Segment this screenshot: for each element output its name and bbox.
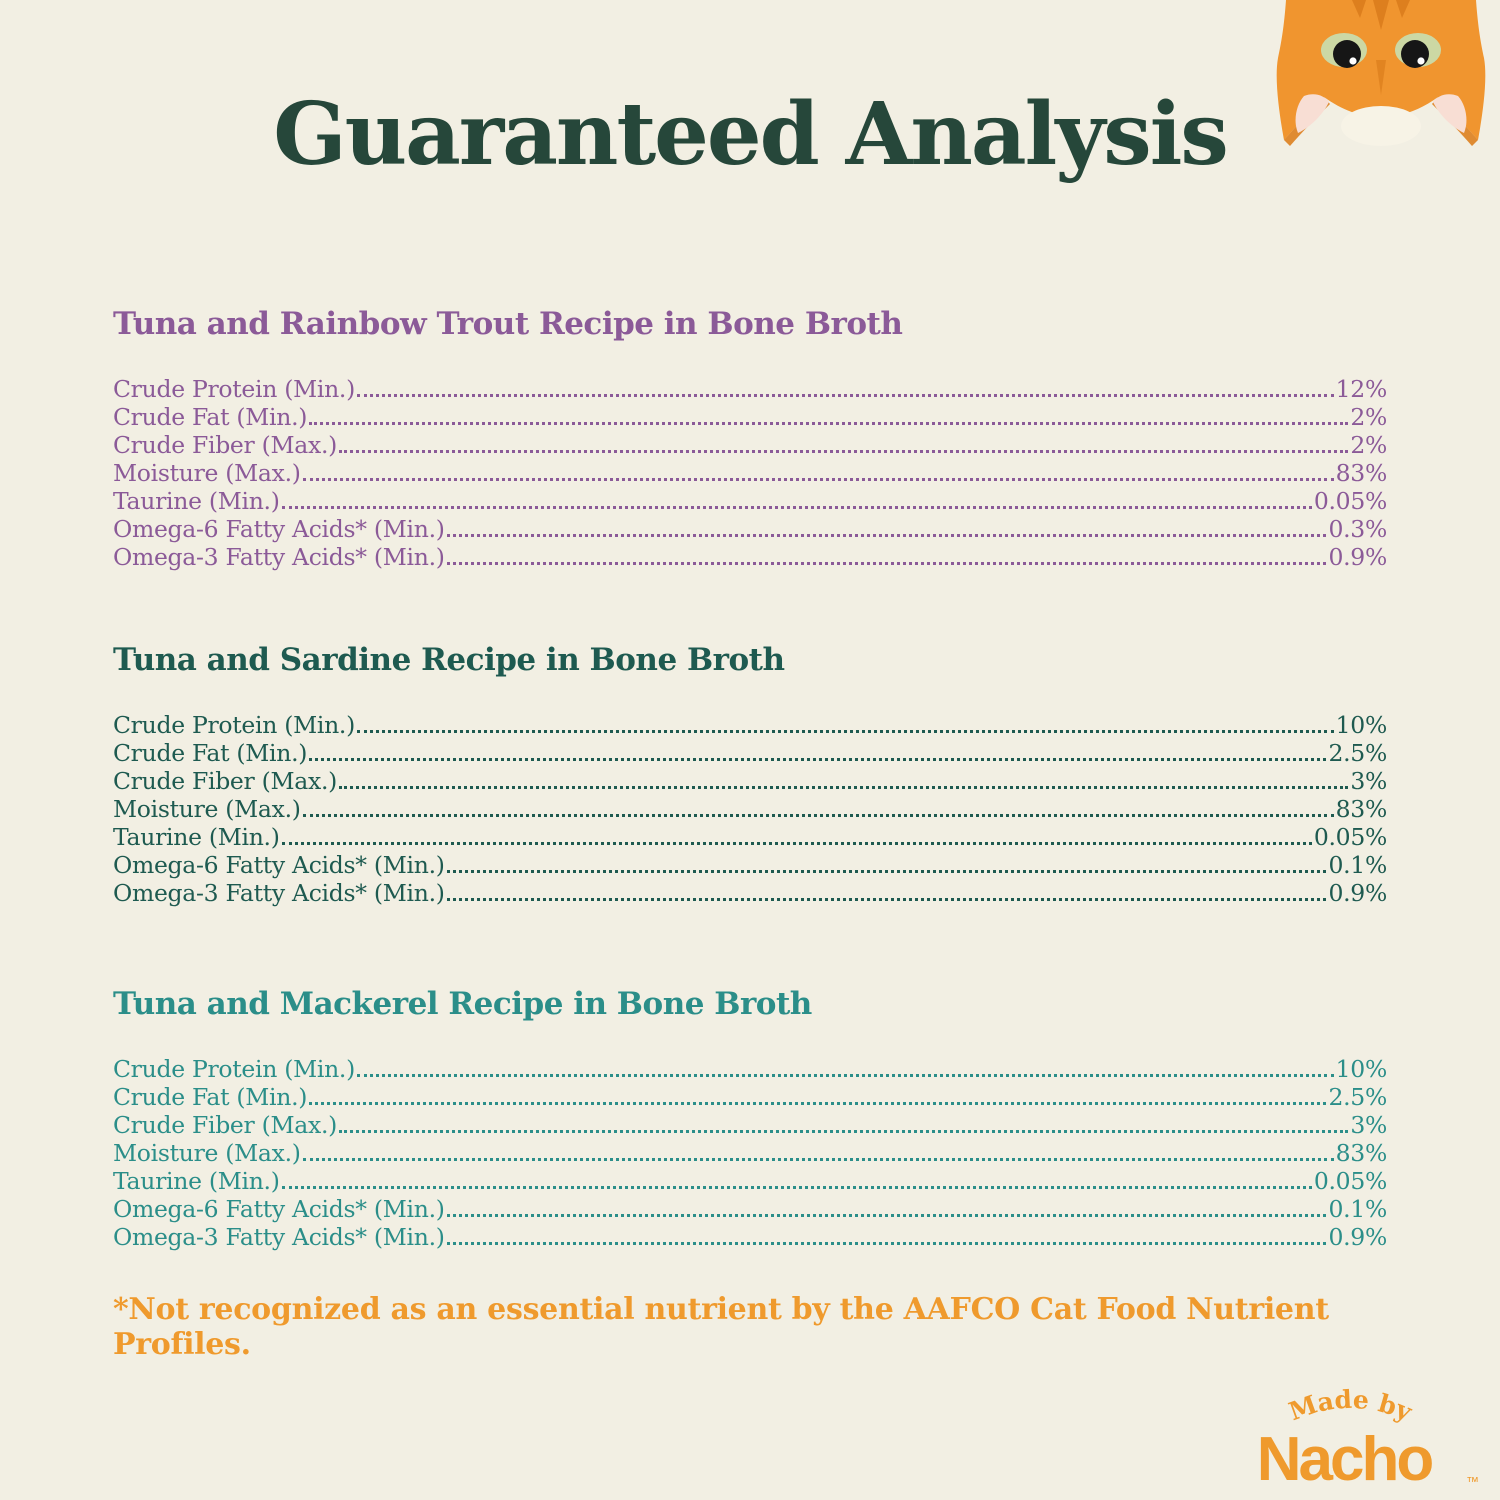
table-row — [113, 459, 1387, 487]
nutrient-value: 83% — [1335, 459, 1387, 487]
nutrient-value: 0.3% — [1328, 515, 1387, 543]
nutrient-value: 0.9% — [1328, 543, 1387, 571]
nutrient-label: Omega-6 Fatty Acids* (Min.) — [113, 1195, 445, 1223]
table-row — [113, 1083, 1387, 1111]
recipe-section-rainbow-trout — [113, 306, 1387, 571]
nutrient-value: 0.9% — [1328, 1223, 1387, 1251]
dot-leader — [357, 730, 1334, 733]
dot-leader — [339, 786, 1348, 789]
nutrient-label: Crude Protein (Min.) — [113, 711, 355, 739]
nutrient-table — [113, 375, 1387, 571]
dot-leader — [303, 478, 1334, 481]
nutrient-label: Crude Protein (Min.) — [113, 1055, 355, 1083]
dot-leader — [303, 814, 1334, 817]
table-row — [113, 1167, 1387, 1195]
table-row — [113, 487, 1387, 515]
nutrient-label: Crude Fat (Min.) — [113, 739, 308, 767]
nutrient-value: 3% — [1350, 1111, 1387, 1139]
nutrient-label: Taurine (Min.) — [113, 487, 280, 515]
logo-brand-text: Nacho — [1256, 1425, 1432, 1494]
nutrient-label: Crude Fat (Min.) — [113, 1083, 308, 1111]
nutrient-label: Omega-6 Fatty Acids* (Min.) — [113, 515, 445, 543]
nutrient-value: 12% — [1335, 375, 1387, 403]
nutrient-label: Omega-3 Fatty Acids* (Min.) — [113, 543, 445, 571]
nutrient-table — [113, 1055, 1387, 1251]
nutrient-value: 0.1% — [1328, 851, 1387, 879]
nutrient-value: 0.05% — [1313, 823, 1387, 851]
nutrient-label: Taurine (Min.) — [113, 1167, 280, 1195]
page-title: Guaranteed Analysis — [273, 84, 1227, 185]
table-row — [113, 879, 1387, 907]
dot-leader — [282, 506, 1312, 509]
nutrient-label: Moisture (Max.) — [113, 795, 301, 823]
dot-leader — [309, 422, 1348, 425]
nutrient-label: Crude Fiber (Max.) — [113, 767, 337, 795]
table-row — [113, 851, 1387, 879]
recipe-section-title: Tuna and Mackerel Recipe in Bone Broth — [113, 986, 812, 1022]
recipe-section-mackerel — [113, 986, 1387, 1251]
nutrient-label: Omega-6 Fatty Acids* (Min.) — [113, 851, 445, 879]
nutrient-label: Crude Fiber (Max.) — [113, 431, 337, 459]
dot-leader — [339, 450, 1348, 453]
nutrient-value: 0.1% — [1328, 1195, 1387, 1223]
table-row — [113, 375, 1387, 403]
table-row — [113, 711, 1387, 739]
aafco-footnote: *Not recognized as an essential nutrient by the AAFCO Cat Food Nutrient Profiles. — [113, 1292, 1329, 1362]
nutrient-value: 10% — [1335, 711, 1387, 739]
dot-leader — [447, 562, 1327, 565]
nutrient-value: 0.9% — [1328, 879, 1387, 907]
table-row — [113, 1055, 1387, 1083]
dot-leader — [282, 842, 1312, 845]
nutrient-value: 2% — [1350, 431, 1387, 459]
table-row — [113, 795, 1387, 823]
dot-leader — [447, 1214, 1327, 1217]
nutrient-value: 2.5% — [1328, 1083, 1387, 1111]
table-row — [113, 823, 1387, 851]
table-row — [113, 739, 1387, 767]
nutrient-label: Crude Fat (Min.) — [113, 403, 308, 431]
svg-text:Made by — [1285, 1385, 1417, 1427]
dot-leader — [282, 1186, 1312, 1189]
dot-leader — [357, 1074, 1334, 1077]
logo-made-by-text: Made by — [1285, 1384, 1416, 1427]
nutrient-value: 10% — [1335, 1055, 1387, 1083]
nutrient-label: Crude Protein (Min.) — [113, 375, 355, 403]
made-by-nacho-logo — [1214, 1382, 1486, 1494]
nutrient-value: 2.5% — [1328, 739, 1387, 767]
table-row — [113, 1195, 1387, 1223]
table-row — [113, 1111, 1387, 1139]
nutrient-value: 83% — [1335, 795, 1387, 823]
nutrient-value: 2% — [1350, 403, 1387, 431]
nutrient-label: Moisture (Max.) — [113, 459, 301, 487]
table-row — [113, 403, 1387, 431]
nutrient-label: Taurine (Min.) — [113, 823, 280, 851]
dot-leader — [339, 1130, 1348, 1133]
dot-leader — [357, 394, 1334, 397]
nutrient-label: Moisture (Max.) — [113, 1139, 301, 1167]
dot-leader — [447, 870, 1327, 873]
dot-leader — [447, 1242, 1327, 1245]
table-row — [113, 1139, 1387, 1167]
nutrient-value: 83% — [1335, 1139, 1387, 1167]
recipe-section-sardine — [113, 642, 1387, 907]
dot-leader — [447, 534, 1327, 537]
table-row — [113, 767, 1387, 795]
recipe-section-title: Tuna and Rainbow Trout Recipe in Bone Broth — [113, 306, 903, 342]
nutrient-value: 3% — [1350, 767, 1387, 795]
table-row — [113, 543, 1387, 571]
cat-face-icon — [1270, 0, 1492, 152]
table-row — [113, 431, 1387, 459]
nutrient-value: 0.05% — [1313, 487, 1387, 515]
dot-leader — [303, 1158, 1334, 1161]
nutrient-label: Omega-3 Fatty Acids* (Min.) — [113, 1223, 445, 1251]
nutrient-table — [113, 711, 1387, 907]
nutrient-label: Omega-3 Fatty Acids* (Min.) — [113, 879, 445, 907]
nutrient-label: Crude Fiber (Max.) — [113, 1111, 337, 1139]
dot-leader — [309, 758, 1326, 761]
dot-leader — [309, 1102, 1326, 1105]
table-row — [113, 515, 1387, 543]
table-row — [113, 1223, 1387, 1251]
nutrient-value: 0.05% — [1313, 1167, 1387, 1195]
dot-leader — [447, 898, 1327, 901]
logo-trademark-symbol: ™ — [1466, 1474, 1479, 1489]
recipe-section-title: Tuna and Sardine Recipe in Bone Broth — [113, 642, 785, 678]
